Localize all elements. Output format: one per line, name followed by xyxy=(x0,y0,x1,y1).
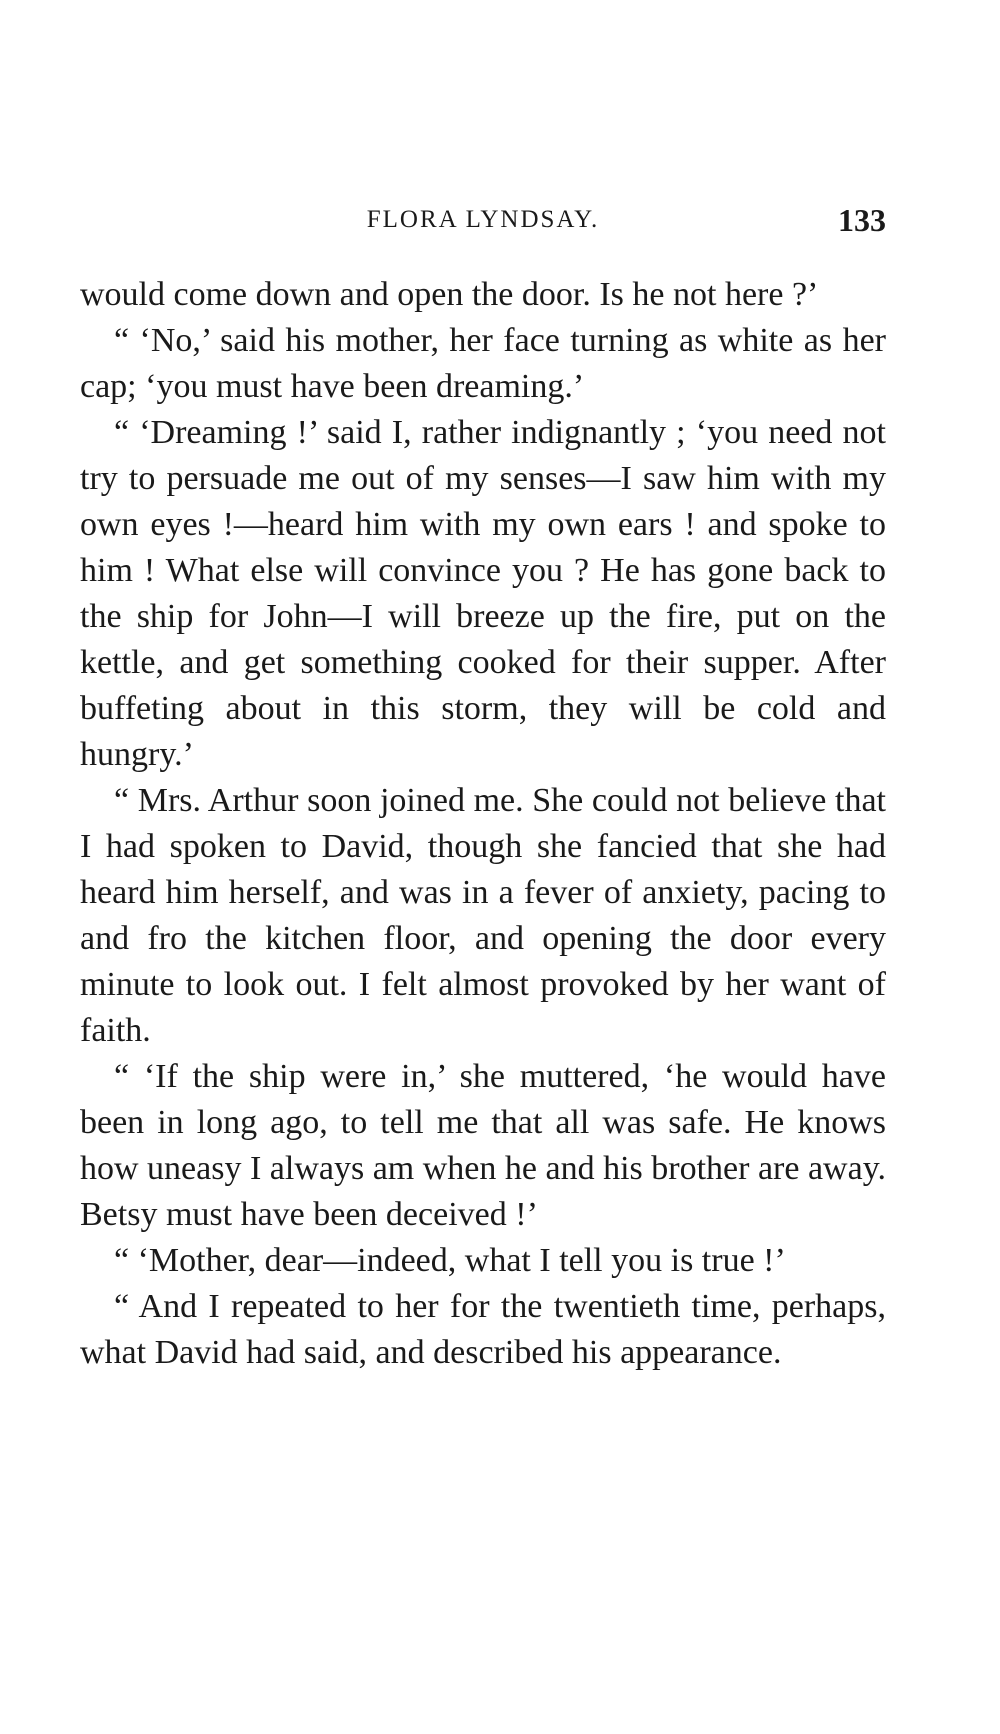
paragraph: would come down and open the door. Is he not here ?’ xyxy=(80,276,819,313)
paragraph: “ And I repeated to her for the twentieth time, perhaps, what David had said, and described his appearance. xyxy=(80,1288,886,1371)
paragraph: “ Mrs. Arthur soon joined me. She could not believe that I had spoken to David, though she fancied that she had heard him herself, and was in a fever of anxiety, pacing to and fro the kitchen floor, and opening the door every minute to look out. I felt almost provoked by her want of faith. xyxy=(80,782,886,1049)
body-text xyxy=(80,272,886,1376)
paragraph: “ ‘No,’ said his mother, her face turning as white as her cap; ‘you must have been dreaming.’ xyxy=(80,322,886,405)
running-title: FLORA LYNDSAY. xyxy=(366,206,600,233)
page-header xyxy=(80,202,886,242)
paragraph: “ ‘Mother, dear—indeed, what I tell you is true !’ xyxy=(114,1242,786,1279)
page-number: 133 xyxy=(838,202,886,238)
paragraph: “ ‘If the ship were in,’ she muttered, ‘he would have been in long ago, to tell me that all was safe. He knows how uneasy I always am when he and his brother are away. Betsy must have been deceived !’ xyxy=(80,1058,886,1233)
paragraph: “ ‘Dreaming !’ said I, rather indignantly ; ‘you need not try to persuade me out of my senses—I saw him with my own eyes !—heard him with my own ears ! and spoke to him ! What else will convince you ? He has gone back to the ship for John—I will breeze up the fire, put on the kettle, and get something cooked for their supper. After buffeting about in this storm, they will be cold and hungry.’ xyxy=(80,414,886,773)
